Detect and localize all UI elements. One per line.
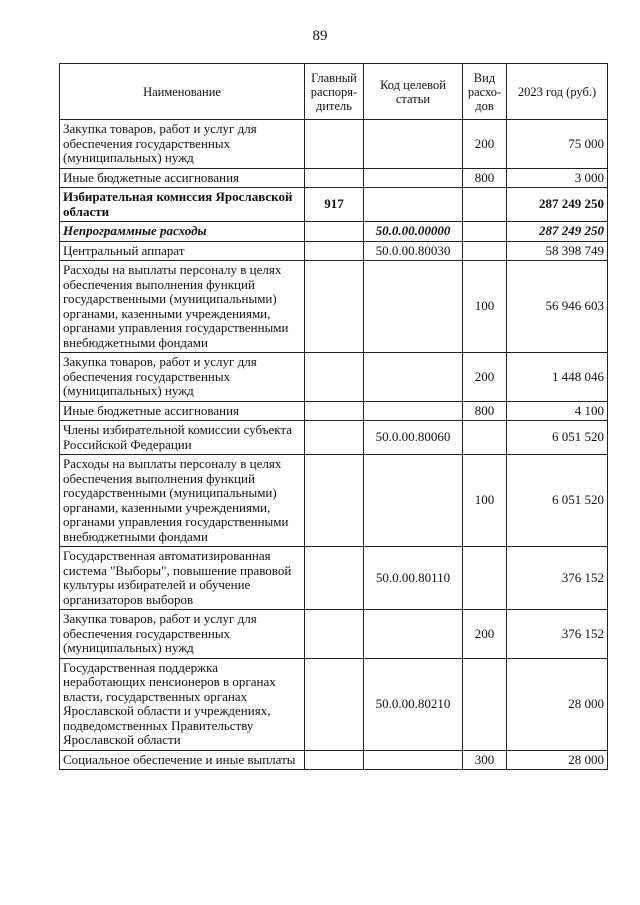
header-name: Наименование	[60, 64, 305, 120]
table-row	[60, 401, 608, 421]
row-name: Члены избирательной комиссии субъекта Российской Федерации	[60, 421, 305, 455]
table-header-row	[60, 64, 608, 120]
page-number: 89	[312, 28, 328, 44]
row-target-code	[364, 750, 463, 770]
table-row	[60, 750, 608, 770]
row-amount: 6 051 520	[507, 421, 608, 455]
row-target-code: 50.0.00.80210	[364, 658, 463, 750]
row-name: Центральный аппарат	[60, 241, 305, 261]
row-target-code	[364, 610, 463, 659]
row-amount: 376 152	[507, 610, 608, 659]
row-main-manager	[305, 547, 364, 610]
table-row	[60, 421, 608, 455]
row-target-code: 50.0.00.80030	[364, 241, 463, 261]
row-target-code: 50.0.00.80110	[364, 547, 463, 610]
header-target-code: Код целевой статьи	[364, 64, 463, 120]
row-main-manager	[305, 658, 364, 750]
row-expense-type: 200	[463, 120, 507, 169]
row-name: Закупка товаров, работ и услуг для обеспечения государственных (муниципальных) нужд	[60, 610, 305, 659]
row-target-code: 50.0.00.80060	[364, 421, 463, 455]
table-row	[60, 547, 608, 610]
row-main-manager	[305, 241, 364, 261]
row-main-manager	[305, 401, 364, 421]
row-target-code	[364, 353, 463, 402]
row-amount: 58 398 749	[507, 241, 608, 261]
row-amount: 28 000	[507, 750, 608, 770]
table-row	[60, 168, 608, 188]
row-target-code	[364, 120, 463, 169]
row-main-manager	[305, 421, 364, 455]
row-expense-type: 200	[463, 610, 507, 659]
row-expense-type	[463, 658, 507, 750]
row-main-manager	[305, 168, 364, 188]
table-row	[60, 241, 608, 261]
row-expense-type: 100	[463, 455, 507, 547]
row-name: Социальное обеспечение и иные выплаты	[60, 750, 305, 770]
table-row	[60, 261, 608, 353]
row-amount: 75 000	[507, 120, 608, 169]
row-main-manager	[305, 261, 364, 353]
row-expense-type	[463, 547, 507, 610]
header-year-sum: 2023 год (руб.)	[507, 64, 608, 120]
row-amount: 3 000	[507, 168, 608, 188]
row-target-code	[364, 261, 463, 353]
row-amount: 28 000	[507, 658, 608, 750]
table-row	[60, 610, 608, 659]
row-target-code	[364, 188, 463, 222]
row-name: Закупка товаров, работ и услуг для обеспечения государственных (муниципальных) нужд	[60, 120, 305, 169]
table-row	[60, 188, 608, 222]
row-name: Непрограммные расходы	[60, 222, 305, 242]
row-main-manager	[305, 222, 364, 242]
row-expense-type: 300	[463, 750, 507, 770]
row-amount: 4 100	[507, 401, 608, 421]
row-name: Избирательная комиссия Ярославской области	[60, 188, 305, 222]
table-row	[60, 455, 608, 547]
table-row	[60, 353, 608, 402]
row-name: Государственная автоматизированная система "Выборы", повышение правовой культуры избирателей и обучение организаторов выборов	[60, 547, 305, 610]
row-main-manager	[305, 610, 364, 659]
row-target-code	[364, 401, 463, 421]
row-target-code: 50.0.00.00000	[364, 222, 463, 242]
header-main-manager: Главный распоря-дитель	[305, 64, 364, 120]
row-name: Иные бюджетные ассигнования	[60, 401, 305, 421]
row-name: Иные бюджетные ассигнования	[60, 168, 305, 188]
row-amount: 287 249 250	[507, 188, 608, 222]
row-main-manager: 917	[305, 188, 364, 222]
row-amount: 6 051 520	[507, 455, 608, 547]
row-amount: 287 249 250	[507, 222, 608, 242]
row-amount: 1 448 046	[507, 353, 608, 402]
table-row	[60, 120, 608, 169]
row-expense-type	[463, 222, 507, 242]
row-main-manager	[305, 455, 364, 547]
row-expense-type: 800	[463, 168, 507, 188]
row-target-code	[364, 168, 463, 188]
row-name: Расходы на выплаты персоналу в целях обеспечения выполнения функций государственными (муниципальными) органами, казенными учреждениями, органами управления государственными внебюджетными фондами	[60, 455, 305, 547]
row-expense-type	[463, 421, 507, 455]
row-expense-type: 100	[463, 261, 507, 353]
row-target-code	[364, 455, 463, 547]
row-main-manager	[305, 750, 364, 770]
row-expense-type: 800	[463, 401, 507, 421]
row-name: Закупка товаров, работ и услуг для обеспечения государственных (муниципальных) нужд	[60, 353, 305, 402]
row-name: Государственная поддержка неработающих пенсионеров в органах власти, государственных органах Ярославской области и учреждениях, подведомственных Правительству Ярославской области	[60, 658, 305, 750]
row-expense-type	[463, 241, 507, 261]
row-amount: 376 152	[507, 547, 608, 610]
row-main-manager	[305, 120, 364, 169]
table-row	[60, 222, 608, 242]
row-amount: 56 946 603	[507, 261, 608, 353]
budget-table	[59, 63, 608, 770]
row-expense-type: 200	[463, 353, 507, 402]
row-main-manager	[305, 353, 364, 402]
table-row	[60, 658, 608, 750]
header-expense-type: Вид расхо-дов	[463, 64, 507, 120]
row-expense-type	[463, 188, 507, 222]
row-name: Расходы на выплаты персоналу в целях обеспечения выполнения функций государственными (муниципальными) органами, казенными учреждениями, органами управления государственными внебюджетными фондами	[60, 261, 305, 353]
